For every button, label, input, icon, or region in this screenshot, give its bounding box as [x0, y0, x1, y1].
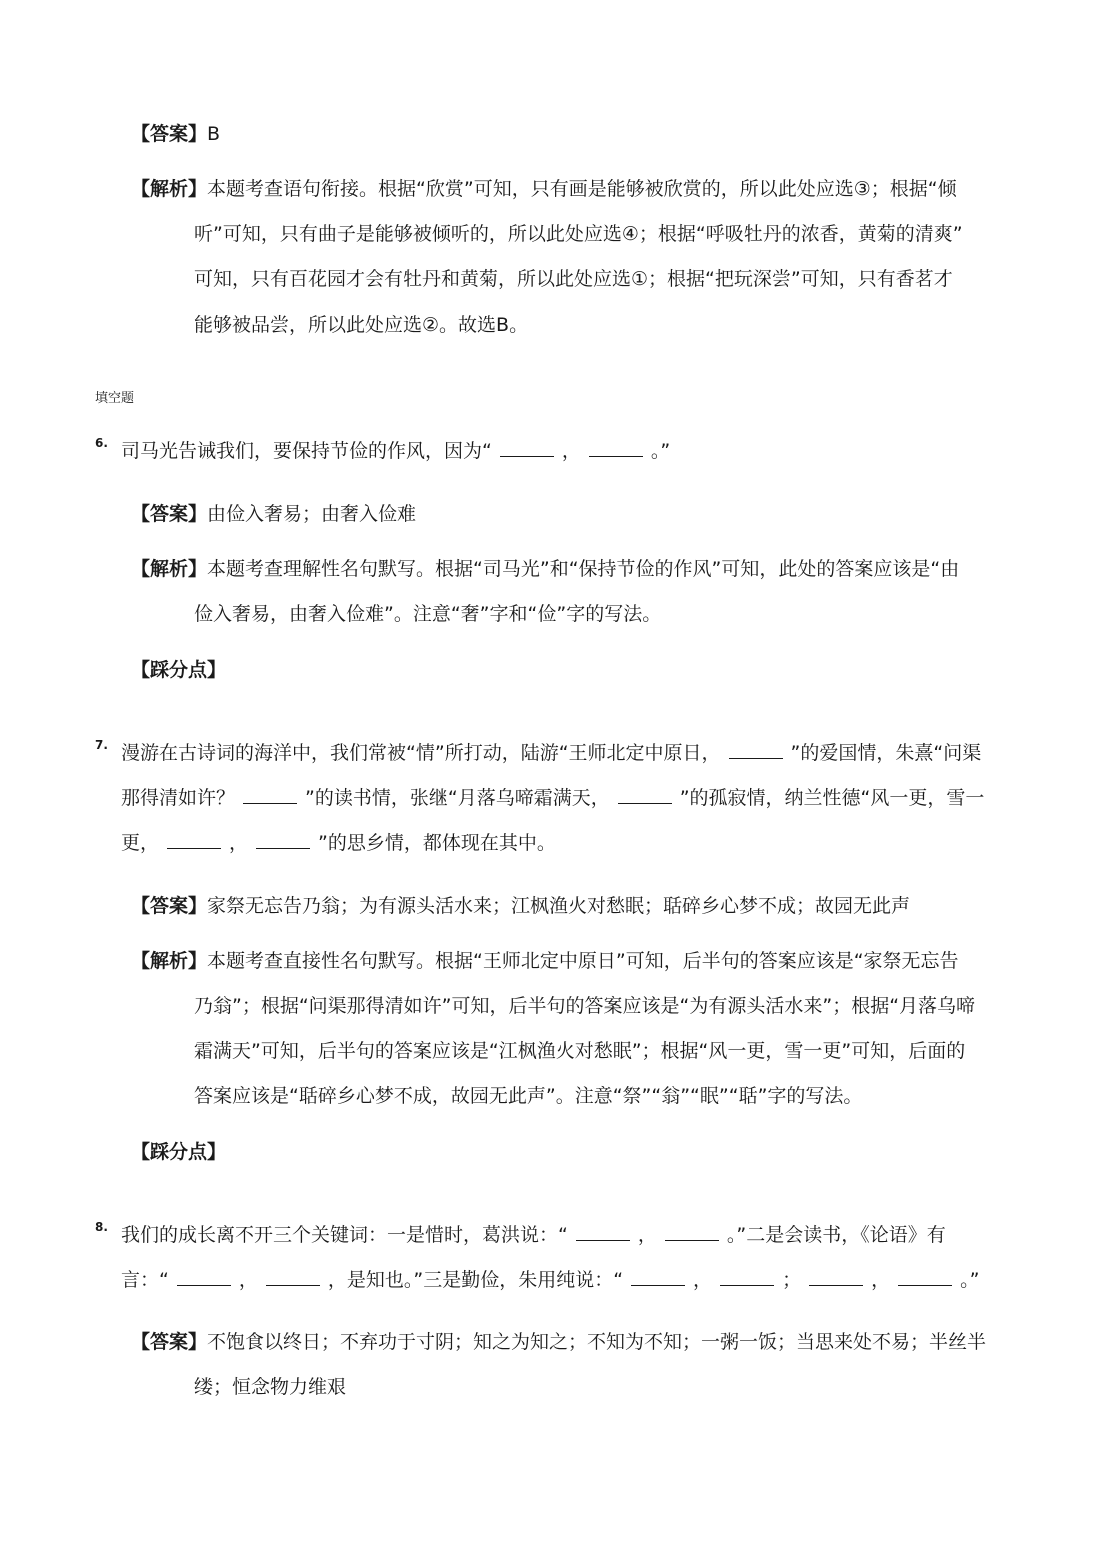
q7-analysis-line-4: 答案应该是“聒碎乡心梦不成，故园无此声”。注意“祭”“翁”“眠”“聒”字的写法。: [194, 1085, 863, 1107]
question-number-6: 6.: [95, 436, 108, 450]
answer-label: 【答案】: [131, 503, 208, 525]
q5-analysis-line-1: 【解析】本题考查语句衔接。根据“欣赏”可知，只有画是能够被欣赏的，所以此处应选③；根据“倾: [131, 178, 957, 200]
fill-blank[interactable]: [729, 740, 783, 759]
q6-analysis-line-2: 俭入奢易，由奢入俭难”。注意“奢”字和“俭”字的写法。: [194, 603, 662, 625]
q7-analysis-line-3: 霜满天”可知，后半句的答案应该是“江枫渔火对愁眠”；根据“风一更，雪一更”可知，后面的: [194, 1040, 966, 1062]
fill-blank[interactable]: [167, 830, 221, 849]
q7-stem-line-1: 漫游在古诗词的海洋中，我们常被“情”所打动，陆游“王师北定中原日， ”的爱国情，朱熹“问渠: [121, 742, 982, 764]
q8-answer-line-1: 【答案】不饱食以终日；不弃功于寸阴；知之为知之；不知为不知；一粥一饭；当思来处不易；半丝半: [131, 1331, 987, 1353]
fill-blank[interactable]: [631, 1267, 685, 1286]
fill-blank[interactable]: [256, 830, 310, 849]
fill-blank[interactable]: [177, 1267, 231, 1286]
q7-analysis-line-1: 【解析】本题考查直接性名句默写。根据“王师北定中原日”可知，后半句的答案应该是“家祭无忘告: [131, 950, 959, 972]
answer-label: 【答案】: [131, 895, 208, 917]
q5-answer: [131, 121, 220, 147]
fill-blank[interactable]: [720, 1267, 774, 1286]
answer-label: 【答案】: [131, 123, 208, 145]
q7-answer-text: 家祭无忘告乃翁；为有源头活水来；江枫渔火对愁眠；聒碎乡心梦不成；故园无此声: [207, 895, 911, 917]
q7-stem-line-3: 更， ， ”的思乡情，都体现在其中。: [121, 832, 556, 854]
answer-label: 【答案】: [131, 1331, 208, 1353]
fill-blank[interactable]: [500, 438, 554, 457]
fill-blank[interactable]: [266, 1267, 320, 1286]
fill-blank[interactable]: [618, 785, 672, 804]
q6-points-label: 【踩分点】: [131, 659, 227, 681]
fill-blank[interactable]: [898, 1267, 952, 1286]
q6-answer-text: 由俭入奢易；由奢入俭难: [207, 503, 417, 525]
analysis-label: 【解析】: [131, 178, 208, 200]
q8-answer-line-2: 缕；恒念物力维艰: [194, 1376, 347, 1398]
q6-analysis-line-1: 【解析】本题考查理解性名句默写。根据“司马光”和“保持节俭的作风”可知，此处的答案应该是“由: [131, 558, 960, 580]
question-number-7: 7.: [95, 738, 108, 752]
q6-stem: 司马光告诫我们，要保持节俭的作风，因为“ ， 。”: [121, 440, 671, 462]
q7-points-label: 【踩分点】: [131, 1141, 227, 1163]
q5-answer-text: B: [207, 123, 221, 145]
q7-answer: [131, 893, 910, 919]
analysis-label: 【解析】: [131, 950, 208, 972]
fill-blank[interactable]: [243, 785, 297, 804]
q5-analysis-line-3: 可知，只有百花园才会有牡丹和黄菊，所以此处应选①；根据“把玩深尝”可知，只有香茗才: [194, 268, 953, 290]
q6-answer: [131, 501, 416, 527]
q8-stem-line-1: 我们的成长离不开三个关键词：一是惜时，葛洪说：“ ， 。”二是会读书，《论语》有: [121, 1224, 946, 1246]
fill-blank[interactable]: [665, 1222, 719, 1241]
section-title: 填空题: [95, 391, 135, 406]
q5-analysis-line-2: 听”可知，只有曲子是能够被倾听的，所以此处应选④；根据“呼吸牡丹的浓香，黄菊的清爽”: [194, 223, 963, 245]
fill-blank[interactable]: [576, 1222, 630, 1241]
q8-stem-line-2: 言：“ ， ，是知也。”三是勤俭，朱用纯说：“ ， ； ， 。”: [121, 1269, 980, 1291]
question-number-8: 8.: [95, 1220, 108, 1234]
q7-analysis-line-2: 乃翁”；根据“问渠那得清如许”可知，后半句的答案应该是“为有源头活水来”；根据“月落乌啼: [194, 995, 976, 1017]
analysis-label: 【解析】: [131, 558, 208, 580]
fill-blank[interactable]: [589, 438, 643, 457]
q5-analysis-line-4: 能够被品尝，所以此处应选②。故选B。: [194, 314, 529, 336]
fill-blank[interactable]: [809, 1267, 863, 1286]
q7-stem-line-2: 那得清如许？ ”的读书情，张继“月落乌啼霜满天， ”的孤寂情，纳兰性德“风一更，雪一: [121, 787, 985, 809]
